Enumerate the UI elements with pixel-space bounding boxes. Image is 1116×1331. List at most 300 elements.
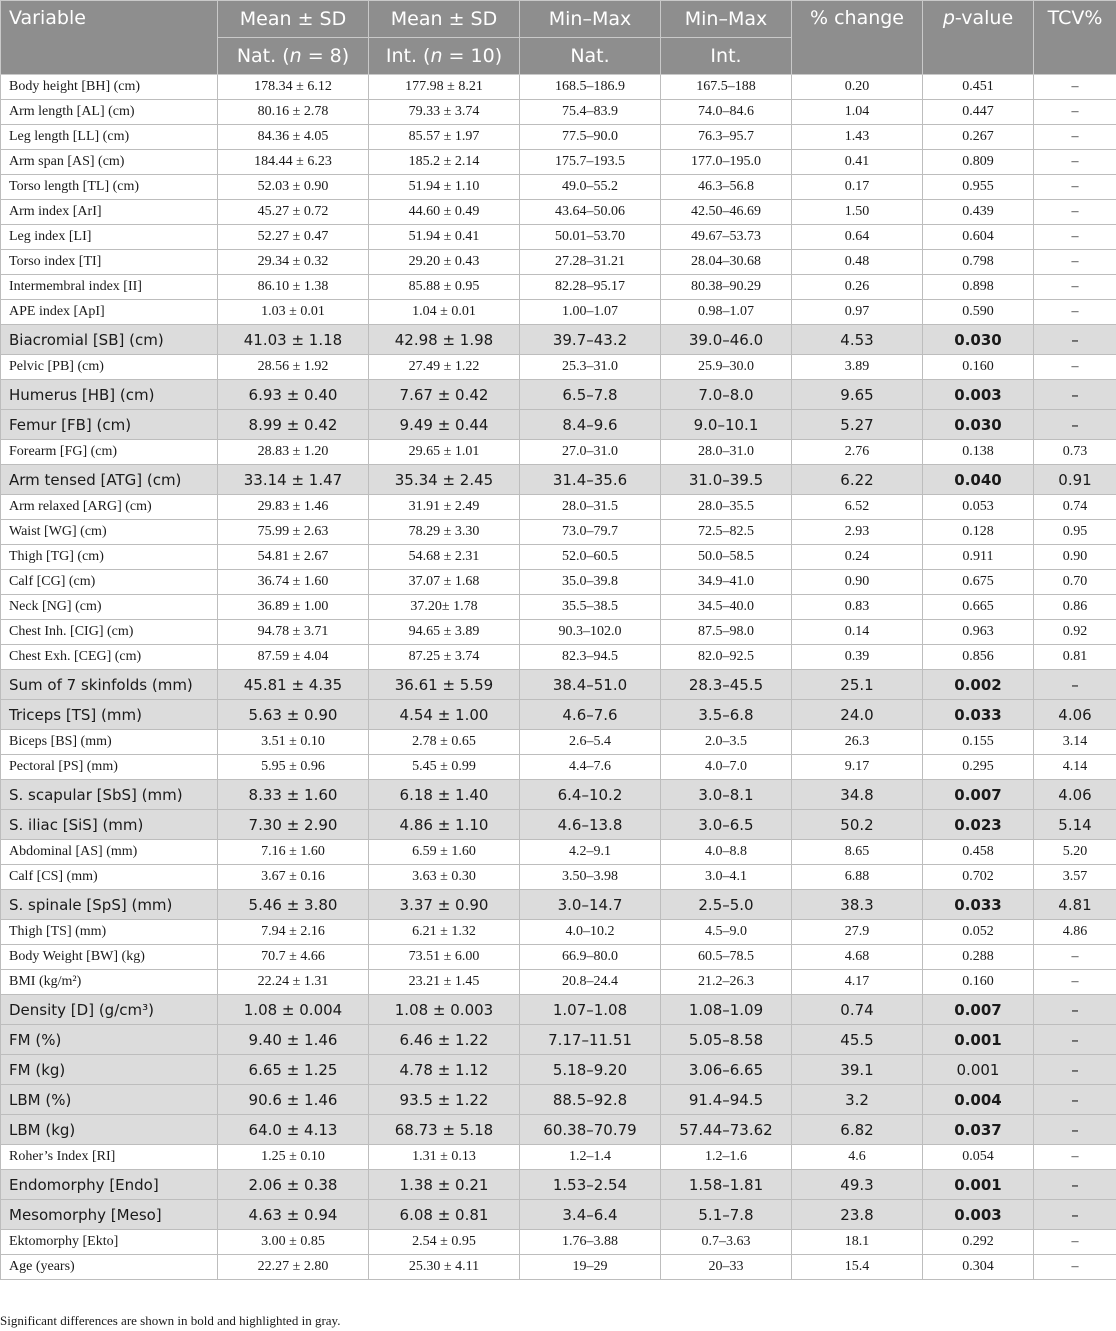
table-row (1, 645, 1116, 670)
cell-p-value: 0.590 (923, 300, 1034, 325)
cell-tcv: 4.06 (1034, 700, 1116, 730)
header-int-suffix: = 10) (442, 45, 503, 67)
cell-p-value: 0.702 (923, 865, 1034, 890)
cell-min-max-int: 42.50–46.69 (661, 200, 792, 225)
table-row (1, 75, 1116, 100)
cell-mean-int: 54.68 ± 2.31 (369, 545, 520, 570)
cell-min-max-nat: 1.2–1.4 (520, 1145, 661, 1170)
cell-variable: Calf [CG] (cm) (1, 570, 218, 595)
cell-variable: Thigh [TS] (mm) (1, 920, 218, 945)
cell-variable: LBM (kg) (1, 1115, 218, 1145)
cell-min-max-nat: 8.4–9.6 (520, 410, 661, 440)
cell-pct-change: 34.8 (792, 780, 923, 810)
table-row (1, 1025, 1116, 1055)
cell-pct-change: 38.3 (792, 890, 923, 920)
cell-min-max-int: 46.3–56.8 (661, 175, 792, 200)
table-row (1, 355, 1116, 380)
cell-p-value: 0.054 (923, 1145, 1034, 1170)
cell-variable: Density [D] (g/cm³) (1, 995, 218, 1025)
cell-min-max-int: 80.38–90.29 (661, 275, 792, 300)
cell-variable: Chest Exh. [CEG] (cm) (1, 645, 218, 670)
table-row (1, 810, 1116, 840)
cell-pct-change: 0.24 (792, 545, 923, 570)
cell-mean-nat: 75.99 ± 2.63 (218, 520, 369, 545)
cell-mean-int: 7.67 ± 0.42 (369, 380, 520, 410)
cell-mean-int: 5.45 ± 0.99 (369, 755, 520, 780)
cell-mean-nat: 6.65 ± 1.25 (218, 1055, 369, 1085)
cell-mean-int: 51.94 ± 1.10 (369, 175, 520, 200)
cell-mean-int: 37.20± 1.78 (369, 595, 520, 620)
cell-min-max-nat: 1.00–1.07 (520, 300, 661, 325)
header-mean-sd-nat: Mean ± SD (218, 1, 369, 38)
cell-variable: Body height [BH] (cm) (1, 75, 218, 100)
cell-min-max-int: 39.0–46.0 (661, 325, 792, 355)
header-p-value (923, 1, 1034, 75)
cell-mean-nat: 5.46 ± 3.80 (218, 890, 369, 920)
cell-mean-nat: 29.83 ± 1.46 (218, 495, 369, 520)
cell-p-value: 0.798 (923, 250, 1034, 275)
cell-tcv: – (1034, 995, 1116, 1025)
table-row (1, 1145, 1116, 1170)
cell-tcv: 5.14 (1034, 810, 1116, 840)
cell-min-max-nat: 19–29 (520, 1255, 661, 1280)
cell-min-max-nat: 35.5–38.5 (520, 595, 661, 620)
cell-min-max-nat: 52.0–60.5 (520, 545, 661, 570)
cell-variable: Neck [NG] (cm) (1, 595, 218, 620)
cell-pct-change: 0.26 (792, 275, 923, 300)
cell-min-max-nat: 66.9–80.0 (520, 945, 661, 970)
cell-min-max-nat: 3.4–6.4 (520, 1200, 661, 1230)
header-int-prefix: Int. ( (385, 45, 431, 67)
cell-variable: Biacromial [SB] (cm) (1, 325, 218, 355)
cell-mean-int: 31.91 ± 2.49 (369, 495, 520, 520)
cell-mean-int: 9.49 ± 0.44 (369, 410, 520, 440)
cell-p-value: 0.288 (923, 945, 1034, 970)
table-row (1, 200, 1116, 225)
cell-p-value: 0.911 (923, 545, 1034, 570)
cell-mean-nat: 36.74 ± 1.60 (218, 570, 369, 595)
table-row (1, 840, 1116, 865)
cell-tcv: 0.70 (1034, 570, 1116, 595)
cell-min-max-int: 2.0–3.5 (661, 730, 792, 755)
cell-pct-change: 0.41 (792, 150, 923, 175)
cell-pct-change: 9.65 (792, 380, 923, 410)
cell-p-value: 0.292 (923, 1230, 1034, 1255)
cell-min-max-nat: 82.28–95.17 (520, 275, 661, 300)
table-row (1, 865, 1116, 890)
cell-min-max-int: 28.3–45.5 (661, 670, 792, 700)
cell-mean-nat: 54.81 ± 2.67 (218, 545, 369, 570)
table-row (1, 175, 1116, 200)
cell-mean-int: 51.94 ± 0.41 (369, 225, 520, 250)
cell-variable: LBM (%) (1, 1085, 218, 1115)
cell-mean-int: 35.34 ± 2.45 (369, 465, 520, 495)
cell-min-max-nat: 31.4–35.6 (520, 465, 661, 495)
table-row (1, 780, 1116, 810)
cell-mean-int: 1.38 ± 0.21 (369, 1170, 520, 1200)
cell-p-value: 0.665 (923, 595, 1034, 620)
cell-p-value: 0.451 (923, 75, 1034, 100)
cell-min-max-int: 5.1–7.8 (661, 1200, 792, 1230)
cell-pct-change: 9.17 (792, 755, 923, 780)
cell-min-max-nat: 4.6–13.8 (520, 810, 661, 840)
cell-tcv: 5.20 (1034, 840, 1116, 865)
cell-variable: BMI (kg/m²) (1, 970, 218, 995)
cell-min-max-nat: 5.18–9.20 (520, 1055, 661, 1085)
cell-mean-nat: 5.95 ± 0.96 (218, 755, 369, 780)
table-footnote: Significant differences are shown in bold and highlighted in gray. (0, 1313, 341, 1328)
cell-mean-int: 1.08 ± 0.003 (369, 995, 520, 1025)
cell-tcv: 0.81 (1034, 645, 1116, 670)
table-row (1, 410, 1116, 440)
cell-min-max-int: 3.0–4.1 (661, 865, 792, 890)
cell-tcv: – (1034, 275, 1116, 300)
cell-tcv: – (1034, 670, 1116, 700)
cell-p-value: 0.030 (923, 410, 1034, 440)
cell-mean-int: 4.54 ± 1.00 (369, 700, 520, 730)
cell-variable: APE index [ApI] (1, 300, 218, 325)
cell-mean-nat: 5.63 ± 0.90 (218, 700, 369, 730)
cell-min-max-int: 3.5–6.8 (661, 700, 792, 730)
cell-min-max-nat: 90.3–102.0 (520, 620, 661, 645)
cell-mean-nat: 86.10 ± 1.38 (218, 275, 369, 300)
cell-tcv: – (1034, 945, 1116, 970)
cell-min-max-int: 7.0–8.0 (661, 380, 792, 410)
cell-min-max-nat: 3.50–3.98 (520, 865, 661, 890)
cell-p-value: 0.040 (923, 465, 1034, 495)
cell-mean-nat: 33.14 ± 1.47 (218, 465, 369, 495)
cell-variable: Leg index [LI] (1, 225, 218, 250)
table-row (1, 620, 1116, 645)
cell-variable: Torso index [TI] (1, 250, 218, 275)
cell-mean-nat: 7.94 ± 2.16 (218, 920, 369, 945)
cell-p-value: 0.675 (923, 570, 1034, 595)
cell-mean-int: 42.98 ± 1.98 (369, 325, 520, 355)
cell-mean-nat: 45.27 ± 0.72 (218, 200, 369, 225)
cell-pct-change: 8.65 (792, 840, 923, 865)
table-row (1, 1255, 1116, 1280)
cell-min-max-nat: 6.4–10.2 (520, 780, 661, 810)
cell-variable: Body Weight [BW] (kg) (1, 945, 218, 970)
cell-variable: Humerus [HB] (cm) (1, 380, 218, 410)
cell-tcv: 0.95 (1034, 520, 1116, 545)
header-nat-suffix: = 8) (301, 45, 350, 67)
table-row (1, 1170, 1116, 1200)
cell-min-max-nat: 175.7–193.5 (520, 150, 661, 175)
cell-min-max-int: 76.3–95.7 (661, 125, 792, 150)
cell-p-value: 0.007 (923, 995, 1034, 1025)
cell-pct-change: 45.5 (792, 1025, 923, 1055)
cell-min-max-int: 82.0–92.5 (661, 645, 792, 670)
cell-pct-change: 0.20 (792, 75, 923, 100)
cell-mean-int: 6.21 ± 1.32 (369, 920, 520, 945)
cell-mean-int: 93.5 ± 1.22 (369, 1085, 520, 1115)
cell-p-value: 0.004 (923, 1085, 1034, 1115)
cell-mean-int: 29.65 ± 1.01 (369, 440, 520, 465)
cell-min-max-nat: 4.6–7.6 (520, 700, 661, 730)
cell-pct-change: 1.50 (792, 200, 923, 225)
cell-tcv: – (1034, 250, 1116, 275)
cell-min-max-nat: 2.6–5.4 (520, 730, 661, 755)
cell-min-max-int: 34.5–40.0 (661, 595, 792, 620)
cell-variable: Roher’s Index [RI] (1, 1145, 218, 1170)
cell-tcv: – (1034, 1170, 1116, 1200)
cell-pct-change: 1.04 (792, 100, 923, 125)
cell-variable: S. scapular [SbS] (mm) (1, 780, 218, 810)
cell-mean-nat: 64.0 ± 4.13 (218, 1115, 369, 1145)
cell-min-max-int: 28.0–35.5 (661, 495, 792, 520)
cell-variable: Calf [CS] (mm) (1, 865, 218, 890)
cell-pct-change: 4.6 (792, 1145, 923, 1170)
cell-p-value: 0.160 (923, 970, 1034, 995)
cell-mean-int: 6.46 ± 1.22 (369, 1025, 520, 1055)
cell-pct-change: 6.22 (792, 465, 923, 495)
cell-p-value: 0.856 (923, 645, 1034, 670)
cell-pct-change: 6.88 (792, 865, 923, 890)
cell-mean-int: 4.86 ± 1.10 (369, 810, 520, 840)
cell-tcv: – (1034, 125, 1116, 150)
cell-pct-change: 6.82 (792, 1115, 923, 1145)
cell-variable: Waist [WG] (cm) (1, 520, 218, 545)
cell-mean-nat: 2.06 ± 0.38 (218, 1170, 369, 1200)
cell-p-value: 0.267 (923, 125, 1034, 150)
cell-p-value: 0.001 (923, 1025, 1034, 1055)
cell-pct-change: 0.39 (792, 645, 923, 670)
cell-min-max-nat: 4.4–7.6 (520, 755, 661, 780)
cell-min-max-nat: 1.76–3.88 (520, 1230, 661, 1255)
cell-min-max-int: 0.7–3.63 (661, 1230, 792, 1255)
cell-variable: Pectoral [PS] (mm) (1, 755, 218, 780)
cell-mean-nat: 8.33 ± 1.60 (218, 780, 369, 810)
cell-min-max-int: 4.0–7.0 (661, 755, 792, 780)
header-nat-prefix: Nat. ( (236, 45, 290, 67)
cell-p-value: 0.003 (923, 1200, 1034, 1230)
cell-mean-int: 6.08 ± 0.81 (369, 1200, 520, 1230)
header-nat-n: n (289, 45, 302, 67)
table-row (1, 945, 1116, 970)
cell-mean-int: 37.07 ± 1.68 (369, 570, 520, 595)
cell-p-value: 0.458 (923, 840, 1034, 865)
cell-min-max-int: 9.0–10.1 (661, 410, 792, 440)
table-row (1, 1115, 1116, 1145)
cell-variable: Abdominal [AS] (mm) (1, 840, 218, 865)
cell-min-max-nat: 27.28–31.21 (520, 250, 661, 275)
cell-min-max-nat: 35.0–39.8 (520, 570, 661, 595)
cell-tcv: 4.81 (1034, 890, 1116, 920)
cell-min-max-nat: 168.5–186.9 (520, 75, 661, 100)
table-row (1, 1085, 1116, 1115)
cell-min-max-nat: 88.5–92.8 (520, 1085, 661, 1115)
cell-variable: FM (kg) (1, 1055, 218, 1085)
cell-min-max-int: 1.58–1.81 (661, 1170, 792, 1200)
cell-min-max-int: 177.0–195.0 (661, 150, 792, 175)
cell-pct-change: 0.74 (792, 995, 923, 1025)
cell-min-max-int: 2.5–5.0 (661, 890, 792, 920)
cell-pct-change: 2.93 (792, 520, 923, 545)
table-row (1, 100, 1116, 125)
cell-p-value: 0.809 (923, 150, 1034, 175)
cell-tcv: 0.90 (1034, 545, 1116, 570)
cell-mean-int: 185.2 ± 2.14 (369, 150, 520, 175)
cell-p-value: 0.295 (923, 755, 1034, 780)
cell-mean-nat: 28.83 ± 1.20 (218, 440, 369, 465)
cell-mean-nat: 3.00 ± 0.85 (218, 1230, 369, 1255)
cell-pct-change: 0.90 (792, 570, 923, 595)
cell-tcv: – (1034, 1025, 1116, 1055)
cell-mean-int: 3.63 ± 0.30 (369, 865, 520, 890)
cell-tcv: – (1034, 380, 1116, 410)
cell-tcv: – (1034, 100, 1116, 125)
cell-min-max-nat: 50.01–53.70 (520, 225, 661, 250)
header-p-value-p: p (942, 7, 955, 29)
cell-mean-int: 44.60 ± 0.49 (369, 200, 520, 225)
cell-tcv: 0.86 (1034, 595, 1116, 620)
cell-pct-change: 3.89 (792, 355, 923, 380)
cell-variable: S. spinale [SpS] (mm) (1, 890, 218, 920)
cell-tcv: 3.57 (1034, 865, 1116, 890)
cell-p-value: 0.155 (923, 730, 1034, 755)
cell-mean-nat: 28.56 ± 1.92 (218, 355, 369, 380)
cell-tcv: 0.91 (1034, 465, 1116, 495)
cell-mean-int: 27.49 ± 1.22 (369, 355, 520, 380)
cell-p-value: 0.007 (923, 780, 1034, 810)
table-row (1, 1230, 1116, 1255)
cell-mean-int: 6.59 ± 1.60 (369, 840, 520, 865)
cell-pct-change: 0.83 (792, 595, 923, 620)
cell-pct-change: 49.3 (792, 1170, 923, 1200)
cell-min-max-int: 3.0–8.1 (661, 780, 792, 810)
cell-p-value: 0.604 (923, 225, 1034, 250)
cell-tcv: 0.92 (1034, 620, 1116, 645)
table-row (1, 1200, 1116, 1230)
cell-pct-change: 26.3 (792, 730, 923, 755)
header-group-nat (218, 38, 369, 75)
cell-variable: Torso length [TL] (cm) (1, 175, 218, 200)
cell-min-max-int: 4.5–9.0 (661, 920, 792, 945)
cell-min-max-nat: 73.0–79.7 (520, 520, 661, 545)
table-row (1, 545, 1116, 570)
cell-p-value: 0.023 (923, 810, 1034, 840)
table-row (1, 325, 1116, 355)
cell-mean-int: 68.73 ± 5.18 (369, 1115, 520, 1145)
cell-min-max-int: 34.9–41.0 (661, 570, 792, 595)
cell-tcv: – (1034, 200, 1116, 225)
cell-mean-int: 3.37 ± 0.90 (369, 890, 520, 920)
cell-pct-change: 23.8 (792, 1200, 923, 1230)
cell-min-max-int: 49.67–53.73 (661, 225, 792, 250)
cell-min-max-nat: 60.38–70.79 (520, 1115, 661, 1145)
cell-variable: Arm length [AL] (cm) (1, 100, 218, 125)
cell-pct-change: 2.76 (792, 440, 923, 465)
cell-min-max-nat: 1.53–2.54 (520, 1170, 661, 1200)
cell-variable: Chest Inh. [CIG] (cm) (1, 620, 218, 645)
cell-tcv: 0.73 (1034, 440, 1116, 465)
header-minmax-nat-sub: Nat. (520, 38, 661, 75)
cell-min-max-int: 74.0–84.6 (661, 100, 792, 125)
cell-mean-nat: 184.44 ± 6.23 (218, 150, 369, 175)
cell-min-max-nat: 38.4–51.0 (520, 670, 661, 700)
cell-mean-int: 2.78 ± 0.65 (369, 730, 520, 755)
table-row (1, 300, 1116, 325)
cell-min-max-int: 87.5–98.0 (661, 620, 792, 645)
table-row (1, 250, 1116, 275)
cell-pct-change: 0.97 (792, 300, 923, 325)
cell-pct-change: 3.2 (792, 1085, 923, 1115)
header-variable: Variable (1, 1, 218, 75)
cell-min-max-nat: 1.07–1.08 (520, 995, 661, 1025)
table-row (1, 730, 1116, 755)
table-header (1, 1, 1116, 75)
cell-min-max-nat: 6.5–7.8 (520, 380, 661, 410)
cell-min-max-int: 1.08–1.09 (661, 995, 792, 1025)
table-row (1, 465, 1116, 495)
table-row (1, 570, 1116, 595)
cell-mean-int: 87.25 ± 3.74 (369, 645, 520, 670)
cell-min-max-nat: 28.0–31.5 (520, 495, 661, 520)
cell-min-max-nat: 4.2–9.1 (520, 840, 661, 865)
cell-mean-nat: 22.27 ± 2.80 (218, 1255, 369, 1280)
cell-mean-nat: 80.16 ± 2.78 (218, 100, 369, 125)
cell-tcv: – (1034, 1115, 1116, 1145)
cell-min-max-int: 57.44–73.62 (661, 1115, 792, 1145)
cell-pct-change: 18.1 (792, 1230, 923, 1255)
cell-min-max-nat: 20.8–24.4 (520, 970, 661, 995)
table-row (1, 595, 1116, 620)
cell-p-value: 0.160 (923, 355, 1034, 380)
cell-mean-int: 1.31 ± 0.13 (369, 1145, 520, 1170)
cell-variable: Sum of 7 skinfolds (mm) (1, 670, 218, 700)
cell-tcv: 3.14 (1034, 730, 1116, 755)
table-row (1, 970, 1116, 995)
cell-min-max-int: 5.05–8.58 (661, 1025, 792, 1055)
cell-tcv: – (1034, 300, 1116, 325)
cell-pct-change: 0.14 (792, 620, 923, 645)
cell-pct-change: 0.17 (792, 175, 923, 200)
cell-p-value: 0.003 (923, 380, 1034, 410)
cell-tcv: 4.14 (1034, 755, 1116, 780)
cell-pct-change: 50.2 (792, 810, 923, 840)
cell-min-max-int: 3.0–6.5 (661, 810, 792, 840)
cell-tcv: – (1034, 325, 1116, 355)
header-row-1 (1, 1, 1116, 38)
table-row (1, 125, 1116, 150)
cell-min-max-nat: 7.17–11.51 (520, 1025, 661, 1055)
table-row (1, 275, 1116, 300)
cell-min-max-int: 4.0–8.8 (661, 840, 792, 865)
cell-tcv: – (1034, 175, 1116, 200)
table-row (1, 700, 1116, 730)
cell-min-max-int: 21.2–26.3 (661, 970, 792, 995)
table-row (1, 520, 1116, 545)
cell-tcv: – (1034, 75, 1116, 100)
header-mean-sd-int: Mean ± SD (369, 1, 520, 38)
cell-mean-int: 6.18 ± 1.40 (369, 780, 520, 810)
cell-p-value: 0.033 (923, 890, 1034, 920)
cell-variable: Arm tensed [ATG] (cm) (1, 465, 218, 495)
cell-mean-nat: 84.36 ± 4.05 (218, 125, 369, 150)
cell-mean-nat: 3.51 ± 0.10 (218, 730, 369, 755)
cell-pct-change: 15.4 (792, 1255, 923, 1280)
cell-variable: Pelvic [PB] (cm) (1, 355, 218, 380)
cell-min-max-int: 3.06–6.65 (661, 1055, 792, 1085)
table-row (1, 920, 1116, 945)
cell-variable: Femur [FB] (cm) (1, 410, 218, 440)
cell-variable: Leg length [LL] (cm) (1, 125, 218, 150)
cell-pct-change: 4.17 (792, 970, 923, 995)
table-row (1, 150, 1116, 175)
cell-pct-change: 5.27 (792, 410, 923, 440)
cell-mean-nat: 8.99 ± 0.42 (218, 410, 369, 440)
